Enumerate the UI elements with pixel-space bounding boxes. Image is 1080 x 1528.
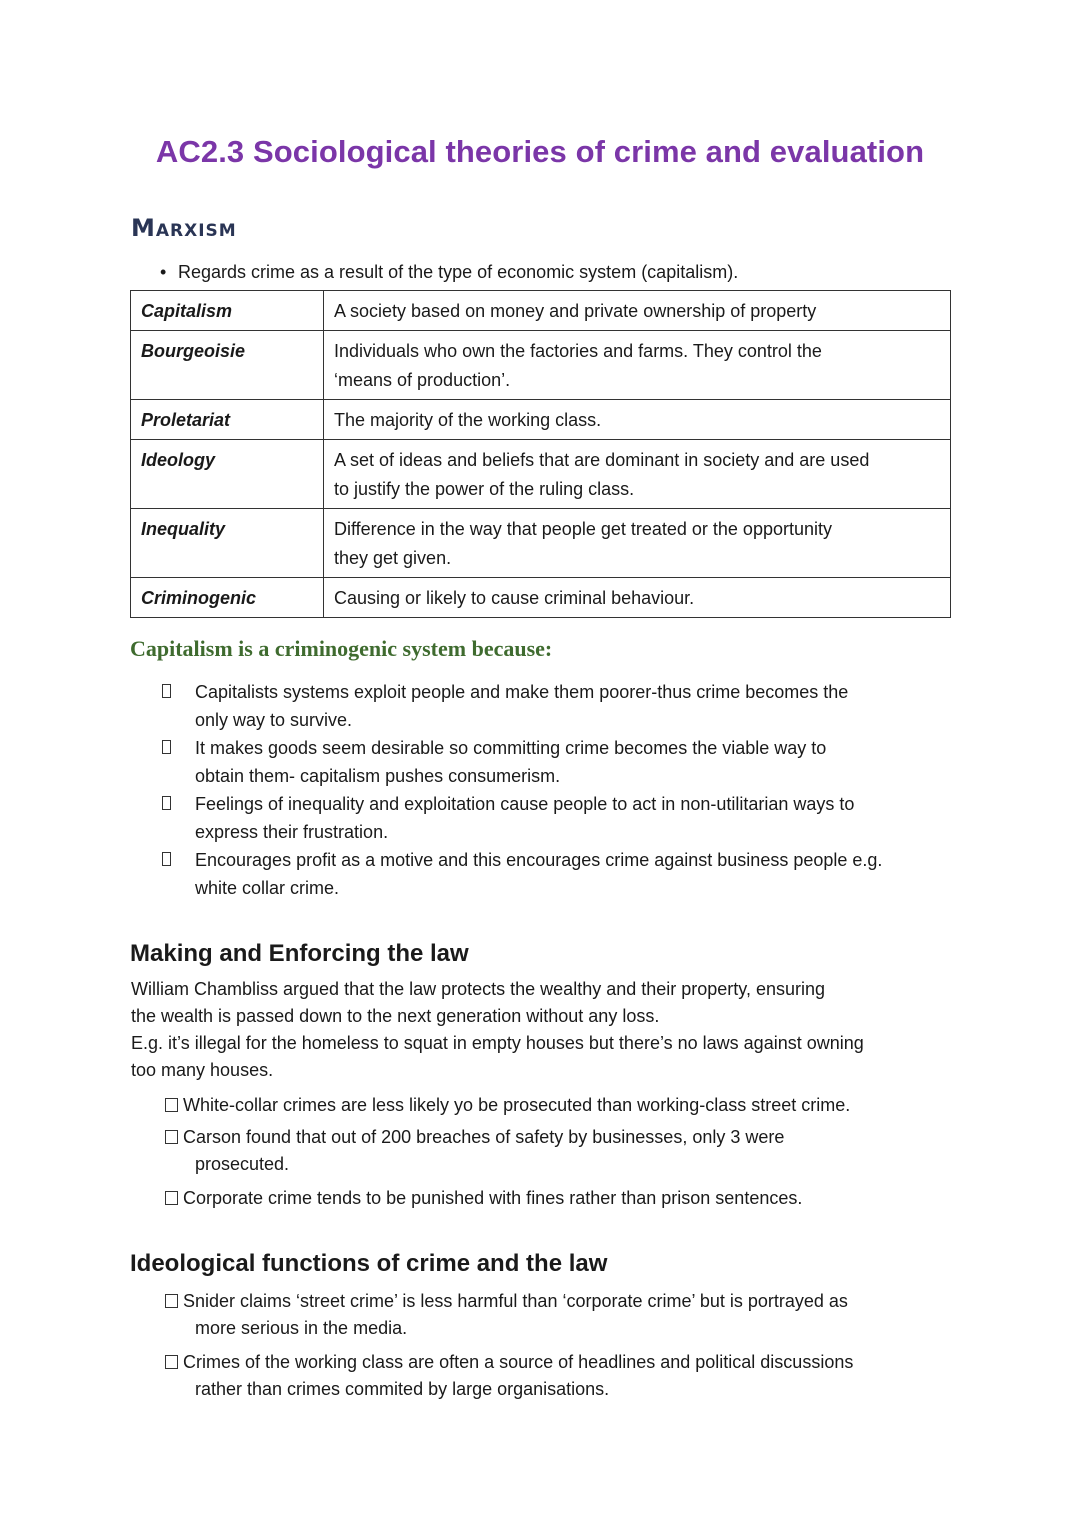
list-item-line: prosecuted. (195, 1154, 290, 1174)
definition-row (131, 291, 951, 331)
definition-text (324, 440, 951, 509)
paragraph-line: the wealth is passed down to the next generation without any loss. (131, 1006, 660, 1026)
list-item (163, 1185, 953, 1212)
list-item-line: rather than crimes commited by large organisations. (195, 1379, 610, 1399)
definition-text (324, 331, 951, 400)
list-item (163, 1092, 953, 1119)
definition-line: ‘means of production’. (334, 370, 511, 390)
bullet-box-icon (162, 684, 171, 698)
definition-row (131, 578, 951, 618)
intro-bullet-line (160, 262, 738, 283)
definition-line: Individuals who own the factories and farms. They control the (334, 341, 822, 361)
definition-line: Difference in the way that people get treated or the opportunity (334, 519, 832, 539)
list-item (160, 734, 960, 790)
list-item-line: Encourages profit as a motive and this encourages crime against business people e.g. (195, 850, 883, 870)
definition-text (324, 509, 951, 578)
checkbox-square-icon (165, 1191, 178, 1205)
definition-line: to justify the power of the ruling class. (334, 479, 635, 499)
definition-term: Ideology (131, 440, 324, 509)
definition-text (324, 400, 951, 440)
list-item-line: obtain them- capitalism pushes consumerism. (195, 766, 561, 786)
list-item-line: Crimes of the working class are often a source of headlines and political discussions (183, 1352, 854, 1372)
page-title: AC2.3 Sociological theories of crime and evaluation (155, 134, 925, 169)
list-item (163, 1124, 953, 1178)
capitalism-points-list (160, 678, 960, 902)
bullet-box-icon (162, 740, 171, 754)
list-item (163, 1288, 953, 1342)
paragraph-line: E.g. it’s illegal for the homeless to squat in empty houses but there’s no laws against owning (131, 1033, 864, 1053)
list-item-line: Capitalists systems exploit people and make them poorer-thus crime becomes the (195, 682, 849, 702)
bullet-box-icon (162, 796, 171, 810)
definitions-table (130, 290, 951, 618)
definition-row (131, 440, 951, 509)
definition-text (324, 578, 951, 618)
ideology-heading: Ideological functions of crime and the law (130, 1250, 608, 1277)
definition-term: Capitalism (131, 291, 324, 331)
list-item-line: more serious in the media. (195, 1318, 408, 1338)
law-heading: Making and Enforcing the law (130, 940, 469, 967)
section-heading-marxism (131, 214, 237, 242)
definition-term: Proletariat (131, 400, 324, 440)
list-item-line: It makes goods seem desirable so committing crime becomes the viable way to (195, 738, 827, 758)
definition-line: Causing or likely to cause criminal behaviour. (334, 588, 695, 608)
checkbox-square-icon (165, 1130, 178, 1144)
bullet-glyph: • (160, 262, 167, 282)
list-item-line: Feelings of inequality and exploitation cause people to act in non-utilitarian ways to (195, 794, 855, 814)
checkbox-square-icon (165, 1098, 178, 1112)
list-item (160, 846, 960, 902)
paragraph-line: William Chambliss argued that the law protects the wealthy and their property, ensuring (131, 979, 826, 999)
list-item-line: express their frustration. (195, 822, 389, 842)
definition-term: Bourgeoisie (131, 331, 324, 400)
capitalism-heading: Capitalism is a criminogenic system because: (130, 636, 553, 661)
definition-term: Criminogenic (131, 578, 324, 618)
list-item-line: Corporate crime tends to be punished with fines rather than prison sentences. (183, 1188, 803, 1208)
list-item-line: only way to survive. (195, 710, 353, 730)
definition-term: Inequality (131, 509, 324, 578)
list-item (163, 1349, 953, 1403)
list-item-line: Snider claims ‘street crime’ is less harmful than ‘corporate crime’ but is portrayed as (183, 1291, 848, 1311)
list-item-line: white collar crime. (195, 878, 340, 898)
bullet-box-icon (162, 852, 171, 866)
definition-line: A set of ideas and beliefs that are dominant in society and are used (334, 450, 870, 470)
list-item (160, 790, 960, 846)
marxism-heading-text: Marxism (131, 214, 237, 242)
definition-row (131, 400, 951, 440)
law-paragraph (131, 976, 961, 1084)
law-points-list (163, 1092, 953, 1212)
definition-line: The majority of the working class. (334, 410, 602, 430)
list-item-line: White-collar crimes are less likely yo be prosecuted than working-class street crime. (183, 1095, 851, 1115)
intro-text: Regards crime as a result of the type of economic system (capitalism). (178, 262, 739, 282)
checkbox-square-icon (165, 1294, 178, 1308)
list-item-line: Carson found that out of 200 breaches of safety by businesses, only 3 were (183, 1127, 785, 1147)
definition-row (131, 509, 951, 578)
checkbox-square-icon (165, 1355, 178, 1369)
definition-text (324, 291, 951, 331)
ideology-points-list (163, 1288, 953, 1403)
paragraph-line: too many houses. (131, 1060, 274, 1080)
definition-line: A society based on money and private ownership of property (334, 301, 817, 321)
definition-line: they get given. (334, 548, 452, 568)
list-item (160, 678, 960, 734)
definition-row (131, 331, 951, 400)
